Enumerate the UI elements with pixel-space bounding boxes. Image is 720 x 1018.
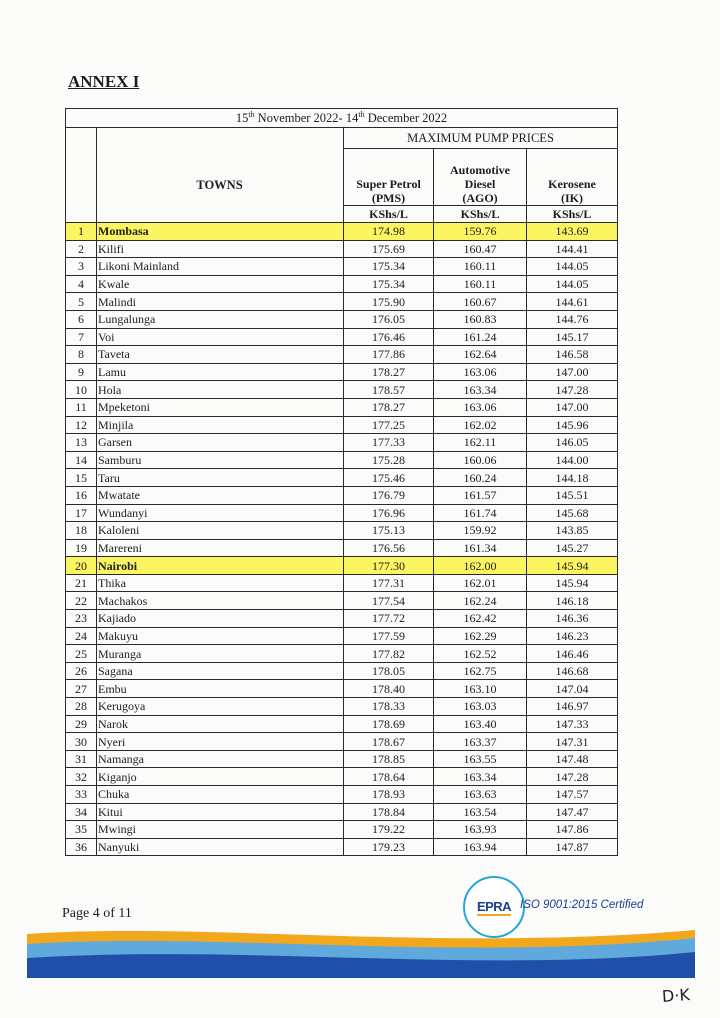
table-row bbox=[66, 610, 618, 628]
town-name: Muranga bbox=[97, 645, 344, 663]
table-row bbox=[66, 786, 618, 804]
price-pms: 177.25 bbox=[344, 416, 434, 434]
town-name: Kilifi bbox=[97, 240, 344, 258]
price-pms: 175.13 bbox=[344, 522, 434, 540]
price-pms: 177.33 bbox=[344, 434, 434, 452]
table-row bbox=[66, 592, 618, 610]
price-pms: 177.72 bbox=[344, 610, 434, 628]
price-ik: 147.87 bbox=[527, 838, 618, 856]
unit-header-ago: KShs/L bbox=[434, 206, 527, 223]
table-row bbox=[66, 310, 618, 328]
price-pms: 175.34 bbox=[344, 258, 434, 276]
table-row bbox=[66, 293, 618, 311]
price-ik: 145.51 bbox=[527, 486, 618, 504]
town-name: Malindi bbox=[97, 293, 344, 311]
row-number: 10 bbox=[66, 381, 97, 399]
table-row bbox=[66, 328, 618, 346]
town-name: Kiganjo bbox=[97, 768, 344, 786]
price-pms: 175.46 bbox=[344, 469, 434, 487]
town-name: Taru bbox=[97, 469, 344, 487]
table-row bbox=[66, 258, 618, 276]
row-number: 4 bbox=[66, 275, 97, 293]
price-pms: 178.57 bbox=[344, 381, 434, 399]
town-name: Nyeri bbox=[97, 733, 344, 751]
price-pms: 178.84 bbox=[344, 803, 434, 821]
table-row bbox=[66, 451, 618, 469]
price-pms: 174.98 bbox=[344, 223, 434, 241]
price-ago: 162.00 bbox=[434, 557, 527, 575]
price-ik: 144.41 bbox=[527, 240, 618, 258]
price-pms: 178.69 bbox=[344, 715, 434, 733]
table-row bbox=[66, 574, 618, 592]
price-ago: 160.67 bbox=[434, 293, 527, 311]
row-number: 5 bbox=[66, 293, 97, 311]
price-ik: 144.05 bbox=[527, 275, 618, 293]
price-ago: 160.11 bbox=[434, 258, 527, 276]
product-header-ik: Kerosene (IK) bbox=[527, 149, 618, 206]
price-ik: 146.97 bbox=[527, 698, 618, 716]
town-name: Likoni Mainland bbox=[97, 258, 344, 276]
table-row bbox=[66, 275, 618, 293]
price-ago: 162.64 bbox=[434, 346, 527, 364]
price-ik: 147.31 bbox=[527, 733, 618, 751]
price-pms: 178.85 bbox=[344, 750, 434, 768]
town-name: Minjila bbox=[97, 416, 344, 434]
price-ik: 146.18 bbox=[527, 592, 618, 610]
town-name: Sagana bbox=[97, 662, 344, 680]
price-ago: 160.11 bbox=[434, 275, 527, 293]
price-ik: 144.18 bbox=[527, 469, 618, 487]
price-pms: 177.59 bbox=[344, 627, 434, 645]
town-name: Namanga bbox=[97, 750, 344, 768]
table-row bbox=[66, 539, 618, 557]
town-name: Mpeketoni bbox=[97, 398, 344, 416]
table-row bbox=[66, 398, 618, 416]
price-pms: 178.40 bbox=[344, 680, 434, 698]
price-pms: 177.30 bbox=[344, 557, 434, 575]
price-ik: 147.48 bbox=[527, 750, 618, 768]
table-row bbox=[66, 363, 618, 381]
town-name: Samburu bbox=[97, 451, 344, 469]
row-number: 1 bbox=[66, 223, 97, 241]
row-number: 22 bbox=[66, 592, 97, 610]
row-number: 20 bbox=[66, 557, 97, 575]
price-pms: 178.27 bbox=[344, 363, 434, 381]
town-name: Machakos bbox=[97, 592, 344, 610]
row-number: 17 bbox=[66, 504, 97, 522]
price-ago: 162.24 bbox=[434, 592, 527, 610]
price-ik: 144.61 bbox=[527, 293, 618, 311]
price-pms: 177.31 bbox=[344, 574, 434, 592]
price-ik: 145.68 bbox=[527, 504, 618, 522]
table-row bbox=[66, 522, 618, 540]
price-ago: 163.34 bbox=[434, 768, 527, 786]
price-ik: 147.04 bbox=[527, 680, 618, 698]
row-number: 24 bbox=[66, 627, 97, 645]
row-number: 21 bbox=[66, 574, 97, 592]
product-header-pms: Super Petrol (PMS) bbox=[344, 149, 434, 206]
price-ik: 144.00 bbox=[527, 451, 618, 469]
row-number: 6 bbox=[66, 310, 97, 328]
town-name: Embu bbox=[97, 680, 344, 698]
unit-header-pms: KShs/L bbox=[344, 206, 434, 223]
towns-header: TOWNS bbox=[97, 128, 344, 223]
price-ik: 144.76 bbox=[527, 310, 618, 328]
town-name: Garsen bbox=[97, 434, 344, 452]
town-name: Marereni bbox=[97, 539, 344, 557]
price-ago: 161.74 bbox=[434, 504, 527, 522]
product-header-ago: Automotive Diesel (AGO) bbox=[434, 149, 527, 206]
price-pms: 178.05 bbox=[344, 662, 434, 680]
price-pms: 178.64 bbox=[344, 768, 434, 786]
row-number: 27 bbox=[66, 680, 97, 698]
number-column-header bbox=[66, 128, 97, 223]
table-row bbox=[66, 662, 618, 680]
price-pms: 176.46 bbox=[344, 328, 434, 346]
price-pms: 178.27 bbox=[344, 398, 434, 416]
town-name: Kajiado bbox=[97, 610, 344, 628]
price-ago: 159.92 bbox=[434, 522, 527, 540]
table-row bbox=[66, 750, 618, 768]
table-row bbox=[66, 627, 618, 645]
row-number: 13 bbox=[66, 434, 97, 452]
row-number: 25 bbox=[66, 645, 97, 663]
price-ago: 161.34 bbox=[434, 539, 527, 557]
price-ago: 163.10 bbox=[434, 680, 527, 698]
price-ago: 163.06 bbox=[434, 363, 527, 381]
town-name: Hola bbox=[97, 381, 344, 399]
footer-wave-band bbox=[27, 922, 695, 982]
price-pms: 178.67 bbox=[344, 733, 434, 751]
row-number: 15 bbox=[66, 469, 97, 487]
price-pms: 177.86 bbox=[344, 346, 434, 364]
price-pms: 175.90 bbox=[344, 293, 434, 311]
unit-header-ik: KShs/L bbox=[527, 206, 618, 223]
table-row bbox=[66, 504, 618, 522]
price-pms: 179.23 bbox=[344, 838, 434, 856]
row-number: 9 bbox=[66, 363, 97, 381]
price-ago: 163.03 bbox=[434, 698, 527, 716]
price-ik: 145.96 bbox=[527, 416, 618, 434]
town-name: Voi bbox=[97, 328, 344, 346]
town-name: Mombasa bbox=[97, 223, 344, 241]
price-ago: 162.01 bbox=[434, 574, 527, 592]
table-row bbox=[66, 381, 618, 399]
price-pms: 179.22 bbox=[344, 821, 434, 839]
price-ago: 160.47 bbox=[434, 240, 527, 258]
page-number: Page 4 of 11 bbox=[62, 906, 132, 921]
price-ik: 143.69 bbox=[527, 223, 618, 241]
town-name: Wundanyi bbox=[97, 504, 344, 522]
row-number: 34 bbox=[66, 803, 97, 821]
price-ik: 145.94 bbox=[527, 557, 618, 575]
price-ago: 163.94 bbox=[434, 838, 527, 856]
price-ago: 163.93 bbox=[434, 821, 527, 839]
price-ik: 147.28 bbox=[527, 381, 618, 399]
table-row bbox=[66, 768, 618, 786]
price-ik: 144.05 bbox=[527, 258, 618, 276]
town-name: Nanyuki bbox=[97, 838, 344, 856]
row-number: 14 bbox=[66, 451, 97, 469]
table-row bbox=[66, 698, 618, 716]
max-pump-prices-header: MAXIMUM PUMP PRICES bbox=[344, 128, 618, 149]
price-ik: 146.05 bbox=[527, 434, 618, 452]
price-ago: 163.55 bbox=[434, 750, 527, 768]
table-row bbox=[66, 715, 618, 733]
price-pms: 177.82 bbox=[344, 645, 434, 663]
town-name: Chuka bbox=[97, 786, 344, 804]
price-ik: 147.28 bbox=[527, 768, 618, 786]
table-row bbox=[66, 240, 618, 258]
row-number: 3 bbox=[66, 258, 97, 276]
row-number: 26 bbox=[66, 662, 97, 680]
price-ik: 146.36 bbox=[527, 610, 618, 628]
price-ik: 145.94 bbox=[527, 574, 618, 592]
price-pms: 178.93 bbox=[344, 786, 434, 804]
row-number: 28 bbox=[66, 698, 97, 716]
annex-title: ANNEX I bbox=[68, 72, 140, 91]
price-ik: 146.58 bbox=[527, 346, 618, 364]
row-number: 33 bbox=[66, 786, 97, 804]
price-ago: 163.54 bbox=[434, 803, 527, 821]
price-rows bbox=[66, 223, 618, 856]
price-ago: 163.63 bbox=[434, 786, 527, 804]
price-ik: 146.23 bbox=[527, 627, 618, 645]
table-row bbox=[66, 803, 618, 821]
price-ik: 147.33 bbox=[527, 715, 618, 733]
town-name: Kitui bbox=[97, 803, 344, 821]
iso-certification: ISO 9001:2015 Certified bbox=[520, 899, 644, 911]
price-ago: 160.06 bbox=[434, 451, 527, 469]
table-row bbox=[66, 733, 618, 751]
row-number: 23 bbox=[66, 610, 97, 628]
price-ik: 147.47 bbox=[527, 803, 618, 821]
price-pms: 175.69 bbox=[344, 240, 434, 258]
price-ago: 162.75 bbox=[434, 662, 527, 680]
price-ago: 163.06 bbox=[434, 398, 527, 416]
table-row bbox=[66, 416, 618, 434]
row-number: 18 bbox=[66, 522, 97, 540]
town-name: Lungalunga bbox=[97, 310, 344, 328]
table-row bbox=[66, 680, 618, 698]
price-ago: 160.24 bbox=[434, 469, 527, 487]
row-number: 29 bbox=[66, 715, 97, 733]
price-pms: 176.96 bbox=[344, 504, 434, 522]
price-ik: 147.00 bbox=[527, 398, 618, 416]
town-name: Kwale bbox=[97, 275, 344, 293]
price-ago: 163.40 bbox=[434, 715, 527, 733]
row-number: 11 bbox=[66, 398, 97, 416]
town-name: Narok bbox=[97, 715, 344, 733]
price-ik: 147.00 bbox=[527, 363, 618, 381]
price-ik: 143.85 bbox=[527, 522, 618, 540]
price-ago: 163.34 bbox=[434, 381, 527, 399]
town-name: Mwatate bbox=[97, 486, 344, 504]
price-ago: 160.83 bbox=[434, 310, 527, 328]
price-ik: 145.17 bbox=[527, 328, 618, 346]
town-name: Makuyu bbox=[97, 627, 344, 645]
price-ago: 161.24 bbox=[434, 328, 527, 346]
table-row bbox=[66, 434, 618, 452]
table-row bbox=[66, 223, 618, 241]
price-ago: 159.76 bbox=[434, 223, 527, 241]
table-row bbox=[66, 469, 618, 487]
price-pms: 176.56 bbox=[344, 539, 434, 557]
table-row bbox=[66, 645, 618, 663]
price-pms: 176.05 bbox=[344, 310, 434, 328]
table-row bbox=[66, 486, 618, 504]
town-name: Mwingi bbox=[97, 821, 344, 839]
handwritten-initials: D·K bbox=[661, 985, 691, 1006]
price-ago: 162.11 bbox=[434, 434, 527, 452]
town-name: Kerugoya bbox=[97, 698, 344, 716]
price-ik: 147.57 bbox=[527, 786, 618, 804]
price-pms: 175.34 bbox=[344, 275, 434, 293]
row-number: 19 bbox=[66, 539, 97, 557]
row-number: 16 bbox=[66, 486, 97, 504]
table-row bbox=[66, 838, 618, 856]
price-ik: 146.68 bbox=[527, 662, 618, 680]
price-ago: 162.52 bbox=[434, 645, 527, 663]
price-ago: 162.29 bbox=[434, 627, 527, 645]
row-number: 7 bbox=[66, 328, 97, 346]
price-ago: 162.42 bbox=[434, 610, 527, 628]
table-row bbox=[66, 821, 618, 839]
row-number: 8 bbox=[66, 346, 97, 364]
price-ik: 145.27 bbox=[527, 539, 618, 557]
row-number: 2 bbox=[66, 240, 97, 258]
row-number: 32 bbox=[66, 768, 97, 786]
town-name: Kaloleni bbox=[97, 522, 344, 540]
table-row bbox=[66, 346, 618, 364]
town-name: Thika bbox=[97, 574, 344, 592]
row-number: 12 bbox=[66, 416, 97, 434]
epra-logo-text: EPRA bbox=[476, 898, 512, 914]
row-number: 31 bbox=[66, 750, 97, 768]
row-number: 30 bbox=[66, 733, 97, 751]
price-ago: 162.02 bbox=[434, 416, 527, 434]
town-name: Lamu bbox=[97, 363, 344, 381]
row-number: 36 bbox=[66, 838, 97, 856]
price-ago: 163.37 bbox=[434, 733, 527, 751]
price-pms: 175.28 bbox=[344, 451, 434, 469]
town-name: Taveta bbox=[97, 346, 344, 364]
price-ik: 147.86 bbox=[527, 821, 618, 839]
period-header: 15th November 2022- 14th December 2022 bbox=[66, 109, 618, 128]
price-pms: 178.33 bbox=[344, 698, 434, 716]
pump-prices-table bbox=[65, 108, 618, 856]
price-pms: 176.79 bbox=[344, 486, 434, 504]
price-pms: 177.54 bbox=[344, 592, 434, 610]
town-name: Nairobi bbox=[97, 557, 344, 575]
row-number: 35 bbox=[66, 821, 97, 839]
table-row bbox=[66, 557, 618, 575]
price-ago: 161.57 bbox=[434, 486, 527, 504]
price-ik: 146.46 bbox=[527, 645, 618, 663]
